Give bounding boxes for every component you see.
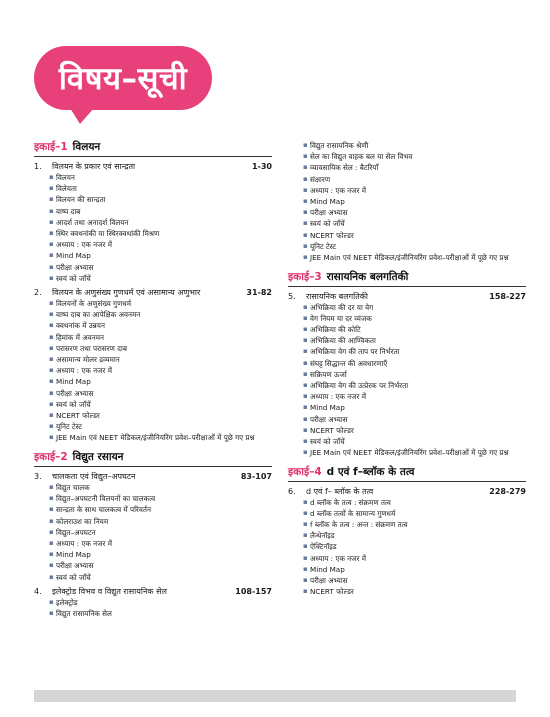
topic-text: विद्युत–अपघटनी विलयनों का चालकत्व: [56, 494, 156, 504]
bullet-icon: ▪: [49, 550, 54, 559]
topic-item: [303, 302, 526, 313]
topic-item: [303, 230, 526, 241]
bullet-icon: ▪: [49, 184, 54, 193]
chapter-row: [288, 486, 526, 497]
topic-item: [49, 572, 272, 583]
topic-text: परीक्षा अभ्यास: [310, 414, 348, 424]
bullet-icon: ▪: [49, 206, 54, 215]
bullet-icon: ▪: [303, 448, 308, 457]
chapter-title: चालकता एवं विद्युत–अपघटन: [52, 471, 136, 481]
topic-item: [303, 241, 526, 252]
topic-text: विद्युत चालक: [56, 482, 90, 492]
topic-item: [303, 358, 526, 369]
topic-item: [49, 354, 272, 365]
topic-text: यूनिट टेस्ट: [310, 241, 336, 251]
unit-label: इकाई–3: [288, 270, 322, 283]
chapter-row: [34, 161, 272, 172]
spacer: [34, 622, 272, 626]
topic-text: परीक्षा अभ्यास: [56, 561, 94, 571]
topic-text: स्वयं को जाँचें: [56, 399, 91, 409]
topic-text: परीक्षा अभ्यास: [310, 208, 348, 218]
topic-text: परीक्षा अभ्यास: [56, 388, 94, 398]
topic-item: [49, 410, 272, 421]
topic-text: NCERT फोल्डर: [310, 230, 354, 240]
topic-item: [303, 196, 526, 207]
bullet-icon: ▪: [49, 251, 54, 260]
topic-item: [303, 541, 526, 552]
chapter-pages: 158-227: [489, 291, 526, 301]
unit-heading: [288, 465, 526, 482]
topic-text: अध्याय : एक नजर में: [310, 553, 367, 563]
bullet-icon: ▪: [49, 195, 54, 204]
bullet-icon: ▪: [303, 587, 308, 596]
topic-text: स्थिर क्वथनांकी या स्थिरक्वथांकी मिश्रण: [56, 229, 160, 239]
bullet-icon: ▪: [303, 553, 308, 562]
bullet-icon: ▪: [49, 561, 54, 570]
topic-text: यूनिट टेस्ट: [56, 422, 82, 432]
topic-text: d ब्लॉक के तत्व : संक्रमण तत्व: [310, 497, 391, 507]
bullet-icon: ▪: [303, 392, 308, 401]
topic-text: अभिक्रिया की कोटि: [310, 324, 361, 334]
topic-item: [303, 425, 526, 436]
bullet-icon: ▪: [49, 240, 54, 249]
topic-item: [303, 185, 526, 196]
bullet-icon: ▪: [303, 403, 308, 412]
topic-item: [303, 335, 526, 346]
bullet-icon: ▪: [303, 508, 308, 517]
topic-text: JEE Main एवं NEET मेडिकल/इंजीनियरिंग प्रवेश–परीक्षाओं में पूछे गए प्रश्न: [56, 433, 255, 443]
unit-label: इकाई–1: [34, 141, 68, 153]
topic-text: परीक्षा अभ्यास: [310, 576, 348, 586]
topic-item: [303, 218, 526, 229]
bullet-icon: ▪: [303, 253, 308, 262]
topic-text: विद्युत रासायनिक श्रेणी: [310, 141, 369, 150]
topic-item: [49, 194, 272, 205]
bullet-icon: ▪: [49, 377, 54, 386]
bullet-icon: ▪: [49, 343, 54, 352]
topic-item: [303, 391, 526, 402]
chapter-number: 6.: [288, 486, 296, 496]
chapter-pages: 228-279: [489, 486, 526, 496]
topic-item: [303, 207, 526, 218]
chapter-title: रासायनिक बलगतिकी: [306, 291, 369, 301]
topic-item: [49, 388, 272, 399]
bullet-icon: ▪: [49, 505, 54, 514]
topic-text: विलयन की सान्द्रता: [56, 195, 106, 205]
bullet-icon: ▪: [49, 262, 54, 271]
chapter-row: [288, 291, 526, 302]
topic-text: अभिक्रिया की आण्विकता: [310, 336, 376, 346]
topic-item: [49, 527, 272, 538]
chapter-title: विलयन के प्रकार एवं सान्द्रता: [52, 162, 136, 171]
bullet-icon: ▪: [49, 527, 54, 536]
topic-text: परासरण तथा परासरण दाब: [56, 343, 127, 353]
topic-item: [49, 262, 272, 273]
bullet-icon: ▪: [49, 229, 54, 238]
bullet-icon: ▪: [49, 482, 54, 491]
topic-list: [288, 302, 526, 458]
topic-item: [49, 309, 272, 320]
bullet-icon: ▪: [49, 572, 54, 581]
chapter-title: इलेक्ट्रोड विभव व विद्युत रासायनिक सेल: [52, 586, 167, 596]
topic-text: Mind Map: [310, 197, 345, 207]
chapter-number: 1.: [34, 162, 42, 171]
page-title: विषय–सूची: [58, 61, 188, 97]
topic-text: वाष्प दाब: [56, 206, 81, 216]
bullet-icon: ▪: [49, 516, 54, 525]
bullet-icon: ▪: [49, 217, 54, 226]
topic-item: [303, 162, 526, 173]
topic-text: f ब्लॉक के तत्व : अन्त : संक्रमण तत्व: [310, 520, 408, 530]
bullet-icon: ▪: [303, 141, 308, 149]
topic-item: [303, 369, 526, 380]
topic-text: अभिक्रिया वेग की उत्प्रेरक पर निर्भरता: [310, 380, 409, 390]
chapter-row: [34, 471, 272, 482]
topic-item: [49, 365, 272, 376]
chapter-number: 3.: [34, 471, 42, 481]
bullet-icon: ▪: [303, 497, 308, 506]
topic-text: संक्षारण: [310, 174, 331, 184]
topic-text: विलयनों के अणुसंख्य गुणधर्म: [56, 299, 132, 309]
topic-item: [303, 508, 526, 519]
bullet-icon: ▪: [49, 366, 54, 375]
bullet-icon: ▪: [49, 609, 54, 617]
topic-item: [303, 575, 526, 586]
chapter-title: विलयन के अणुसंख्य गुणधर्म एवं असामान्य अणुभार: [52, 288, 201, 298]
topic-item: [303, 586, 526, 597]
topic-text: अध्याय : एक नजर में: [56, 538, 113, 548]
bullet-icon: ▪: [303, 425, 308, 434]
unit-heading: [288, 270, 526, 287]
topic-item: [49, 608, 272, 619]
bullet-icon: ▪: [303, 174, 308, 183]
topic-text: इलेक्ट्रोड: [56, 597, 78, 607]
topic-item: [303, 313, 526, 324]
chapter-number: 2.: [34, 288, 42, 298]
bullet-icon: ▪: [303, 185, 308, 194]
bullet-icon: ▪: [49, 399, 54, 408]
title-banner: [34, 46, 212, 110]
chapter-pages: 83-107: [240, 471, 272, 481]
topic-item: [303, 497, 526, 508]
topic-item: [303, 564, 526, 575]
topic-text: विलयन: [56, 173, 75, 182]
topic-text: वेग नियम या दर व्यंजक: [310, 313, 372, 323]
topic-item: [49, 172, 272, 183]
topic-text: Mind Map: [56, 377, 91, 387]
topic-item: [49, 376, 272, 387]
topic-item: [49, 320, 272, 331]
topic-text: वाष्प दाब का आपेक्षिक अवनमन: [56, 310, 141, 320]
topic-item: [303, 140, 526, 151]
topic-text: Mind Map: [310, 564, 345, 574]
unit-label: इकाई–2: [34, 450, 68, 463]
bullet-icon: ▪: [303, 152, 308, 161]
bullet-icon: ▪: [49, 273, 54, 282]
bullet-icon: ▪: [303, 531, 308, 540]
bullet-icon: ▪: [49, 422, 54, 431]
unit-name: d एवं f–ब्लॉक के तत्व: [326, 465, 415, 478]
topic-item: [303, 380, 526, 391]
bullet-icon: ▪: [303, 302, 308, 311]
topic-item: [49, 597, 272, 608]
topic-item: [49, 239, 272, 250]
topic-item: [303, 436, 526, 447]
topic-item: [303, 519, 526, 530]
topic-item: [49, 538, 272, 549]
topic-item: [303, 553, 526, 564]
chapter-pages: 31-82: [246, 288, 272, 298]
topic-list: [34, 482, 272, 583]
topic-item: [49, 399, 272, 410]
unit-label: इकाई–4: [288, 465, 322, 478]
topic-item: [49, 298, 272, 309]
bullet-icon: ▪: [303, 414, 308, 423]
bullet-icon: ▪: [49, 299, 54, 308]
bullet-icon: ▪: [303, 347, 308, 356]
bullet-icon: ▪: [303, 324, 308, 333]
bullet-icon: ▪: [303, 542, 308, 551]
left-column: [34, 140, 272, 626]
topic-text: परीक्षा अभ्यास: [56, 262, 94, 272]
topic-text: ऐक्टिनॉइड: [310, 542, 337, 552]
chapter-pages: 1-30: [251, 162, 272, 171]
topic-text: लैन्थेनॉइड: [310, 531, 335, 541]
topic-item: [303, 324, 526, 335]
topic-item: [49, 516, 272, 527]
unit-heading: [34, 140, 272, 157]
topic-text: JEE Main एवं NEET मेडिकल/इंजीनियरिंग प्रवेश–परीक्षाओं में पूछे गए प्रश्न: [310, 448, 509, 458]
topic-text: सेल का विद्युत वाहक बल या सेल विभव: [310, 152, 413, 162]
bullet-icon: ▪: [49, 597, 54, 606]
topic-text: अभिक्रिया वेग की ताप पर निर्भरता: [310, 347, 400, 357]
unit-heading: [34, 450, 272, 467]
bullet-icon: ▪: [49, 310, 54, 319]
unit-name: रासायनिक बलगतिकी: [326, 270, 409, 283]
topic-item: [49, 228, 272, 239]
topic-text: अभिक्रिया की दर या वेग: [310, 302, 374, 312]
bullet-icon: ▪: [49, 173, 54, 181]
bullet-icon: ▪: [303, 380, 308, 389]
topic-text: स्वयं को जाँचें: [310, 219, 345, 229]
topic-item: [303, 402, 526, 413]
topic-item: [303, 253, 526, 263]
chapter-pages: 108-157: [235, 586, 272, 596]
topic-text: कोलराउश का नियम: [56, 516, 109, 526]
topic-text: व्यावसायिक सेल : बैटरियाँ: [310, 163, 379, 173]
topic-text: Mind Map: [56, 550, 91, 560]
topic-list: [34, 172, 272, 284]
topic-item: [303, 448, 526, 458]
topic-item: [303, 151, 526, 162]
bullet-icon: ▪: [49, 411, 54, 420]
bullet-icon: ▪: [303, 369, 308, 378]
topic-item: [49, 482, 272, 493]
topic-item: [303, 174, 526, 185]
topic-text: विद्युत–अपघटन: [56, 527, 96, 537]
topic-text: अध्याय : एक नजर में: [56, 366, 113, 376]
topic-text: हिमांक में अवनमन: [56, 332, 104, 342]
topic-item: [49, 250, 272, 261]
bullet-icon: ▪: [49, 321, 54, 330]
topic-text: NCERT फोल्डर: [310, 587, 354, 597]
topic-text: सक्रियण ऊर्जा: [310, 369, 347, 379]
topic-text: NCERT फोल्डर: [310, 425, 354, 435]
topic-item: [49, 273, 272, 284]
topic-list: [288, 497, 526, 598]
right-column: [288, 140, 526, 605]
bullet-icon: ▪: [303, 520, 308, 529]
bullet-icon: ▪: [49, 332, 54, 341]
topic-item: [49, 217, 272, 228]
bullet-icon: ▪: [303, 163, 308, 172]
chapter-row: [34, 287, 272, 298]
topic-list: [288, 140, 526, 263]
bullet-icon: ▪: [49, 355, 54, 364]
chapter-row: [34, 586, 272, 597]
bullet-icon: ▪: [303, 358, 308, 367]
topic-item: [49, 549, 272, 560]
spacer: [288, 601, 526, 605]
bullet-icon: ▪: [49, 433, 54, 442]
chapter-title: d एवं f– ब्लॉक के तत्व: [306, 486, 374, 496]
topic-item: [303, 414, 526, 425]
bullet-icon: ▪: [303, 197, 308, 206]
topic-list: [34, 597, 272, 619]
topic-text: क्वथनांक में उन्नयन: [56, 321, 105, 331]
bullet-icon: ▪: [303, 436, 308, 445]
topic-text: d ब्लॉक तत्वों के सामान्य गुणधर्म: [310, 508, 396, 518]
bullet-icon: ▪: [303, 241, 308, 250]
topic-text: अध्याय : एक नजर में: [56, 240, 113, 250]
footer-bar: [34, 690, 516, 702]
topic-text: Mind Map: [56, 251, 91, 261]
topic-text: संघट्ट सिद्धान्त की अवधारणाएँ: [310, 358, 388, 368]
topic-item: [49, 504, 272, 515]
bullet-icon: ▪: [303, 564, 308, 573]
bullet-icon: ▪: [303, 576, 308, 585]
topic-item: [49, 332, 272, 343]
bullet-icon: ▪: [303, 313, 308, 322]
unit-name: विलयन: [72, 141, 101, 153]
topic-item: [49, 493, 272, 504]
topic-text: आदर्श तथा अनादर्श विलयन: [56, 217, 129, 227]
topic-text: स्वयं को जाँचें: [56, 572, 91, 582]
topic-item: [49, 433, 272, 443]
bullet-icon: ▪: [303, 208, 308, 217]
bullet-icon: ▪: [49, 494, 54, 503]
topic-item: [303, 346, 526, 357]
topic-item: [49, 343, 272, 354]
topic-text: विद्युत रासायनिक सेल: [56, 609, 112, 618]
topic-item: [303, 530, 526, 541]
topic-text: JEE Main एवं NEET मेडिकल/इंजीनियरिंग प्रवेश–परीक्षाओं में पूछे गए प्रश्न: [310, 253, 509, 263]
unit-name: विद्युत रसायन: [72, 450, 124, 463]
chapter-number: 4.: [34, 586, 42, 596]
topic-text: अध्याय : एक नजर में: [310, 185, 367, 195]
bullet-icon: ▪: [49, 538, 54, 547]
bullet-icon: ▪: [303, 219, 308, 228]
bullet-icon: ▪: [303, 336, 308, 345]
bullet-icon: ▪: [49, 388, 54, 397]
topic-text: अध्याय : एक नजर में: [310, 392, 367, 402]
topic-item: [49, 421, 272, 432]
topic-item: [49, 560, 272, 571]
topic-item: [49, 206, 272, 217]
topic-text: स्वयं को जाँचें: [56, 273, 91, 283]
bullet-icon: ▪: [303, 230, 308, 239]
topic-text: NCERT फोल्डर: [56, 411, 100, 421]
topic-text: विलेयता: [56, 184, 77, 194]
topic-text: सान्द्रता के साथ चालकत्व में परिवर्तन: [56, 505, 151, 515]
topic-text: असामान्य मोलर द्रव्यमान: [56, 355, 120, 365]
topic-item: [49, 183, 272, 194]
topic-list: [34, 298, 272, 443]
topic-text: स्वयं को जाँचें: [310, 436, 345, 446]
topic-text: Mind Map: [310, 403, 345, 413]
chapter-number: 5.: [288, 291, 296, 301]
